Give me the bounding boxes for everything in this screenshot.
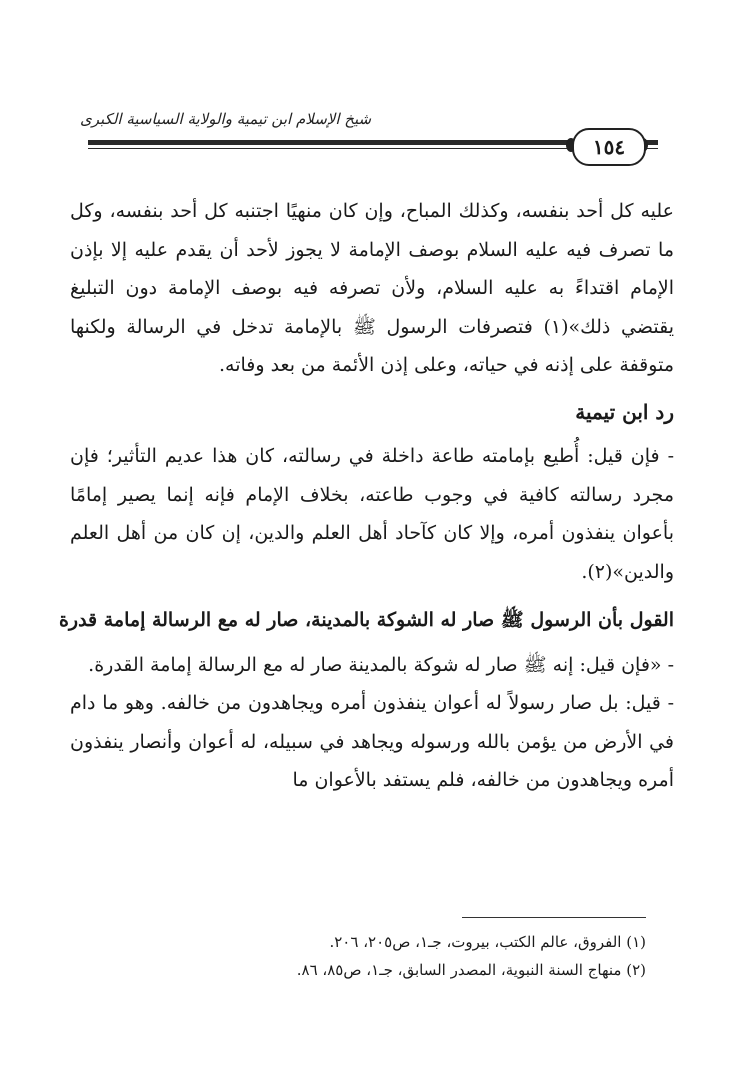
footnote: (١) الفروق، عالم الكتب، بيروت، جـ١، ص٢٠٥، ٢٠٦. bbox=[329, 933, 646, 951]
footnotes bbox=[200, 928, 646, 984]
body-text bbox=[58, 192, 674, 800]
running-title: شيخ الإسلام ابن تيمية والولاية السياسية الكبرى bbox=[80, 110, 372, 128]
paragraph: - قيل: بل صار رسولاً له أعوان ينفذون أمره ويجاهدون من خالفه. وهو ما دام في الأرض من يؤمن بالله ورسوله ويجاهد في سبيله، له أعوان وأنصار ينفذون أمره ويجاهدون من خالفه، فلم يستفد بالأعوان ما bbox=[70, 692, 674, 791]
section-heading: رد ابن تيمية bbox=[575, 399, 674, 424]
paragraph: - «فإن قيل: إنه ﷺ صار له شوكة بالمدينة صار له مع الرسالة إمامة القدرة. bbox=[88, 653, 674, 676]
paragraph: عليه كل أحد بنفسه، وكذلك المباح، وإن كان منهيًا اجتنبه كل أحد بنفسه، وكل ما تصرف فيه عليه السلام بوصف الإمامة لا يجوز لأحد أن يقدم عليه إلا بإذن الإمام اقتداءً به عليه السلام، ولأن تصرفه فيه بوصف الإمامة دون التبليغ يقتضي ذلك»(١) فتصرفات الرسول ﷺ بالإمامة تدخل في الرسالة ولكنها متوقفة على إذنه في حياته، وعلى إذن الأئمة من بعد وفاته. bbox=[70, 200, 674, 376]
footnote: (٢) منهاج السنة النبوية، المصدر السابق، جـ١، ص٨٥، ٨٦. bbox=[296, 961, 646, 979]
page-number: ١٥٤ bbox=[572, 128, 646, 166]
section-heading: القول بأن الرسول ﷺ صار له الشوكة بالمدينة، صار له مع الرسالة إمامة قدرة bbox=[58, 609, 674, 631]
footnote-rule bbox=[462, 917, 646, 918]
paragraph: - فإن قيل: أُطيع بإمامته طاعة داخلة في رسالته، كان هذا عديم التأثير؛ فإن مجرد رسالته كافية في وجوب طاعته، بخلاف الإمام فإنه إنما يصير إمامًا بأعوان ينفذون أمره، وإلا كان كآحاد أهل العلم والدين، إن كان من أهل العلم والدين»(٢). bbox=[70, 445, 674, 583]
